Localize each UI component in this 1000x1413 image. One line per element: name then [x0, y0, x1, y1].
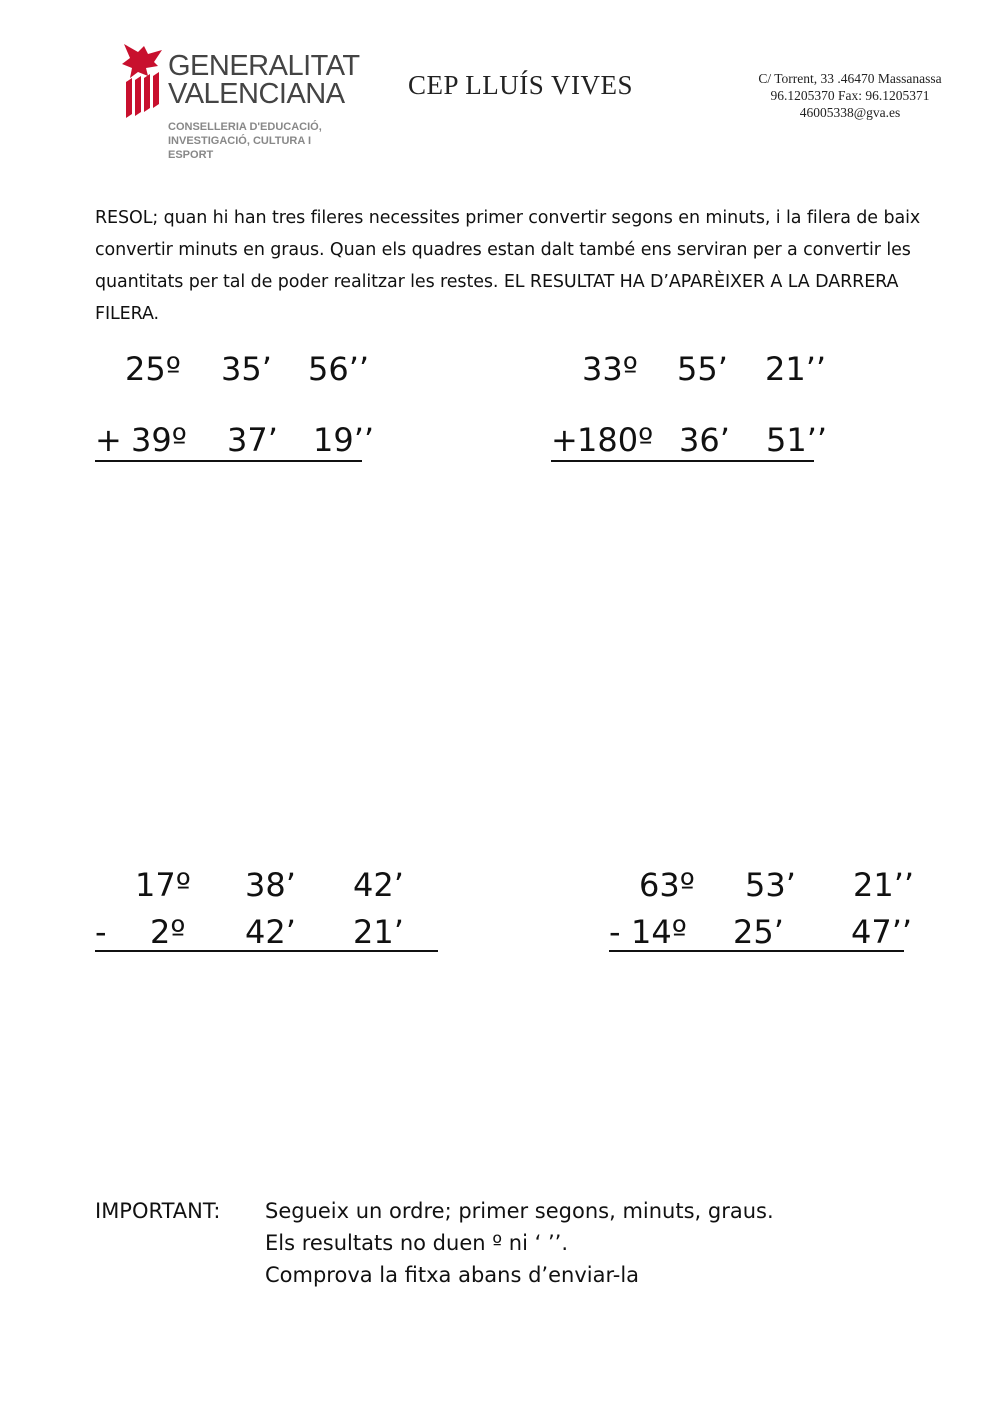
- important-label: IMPORTANT:: [95, 1199, 221, 1223]
- address-line-2: 96.1205370 Fax: 96.1205371: [770, 88, 930, 103]
- problem-1-bottom-seconds: 19’’: [313, 421, 375, 459]
- problem-3-underline: [95, 950, 438, 952]
- school-address: [730, 70, 970, 121]
- problem-3-bottom-degrees: 2º: [150, 913, 186, 951]
- problem-3-top-degrees: 17º: [135, 866, 191, 904]
- problem-2-bottom-minutes: 36’: [679, 421, 730, 459]
- problem-2-bottom-seconds: 51’’: [766, 421, 828, 459]
- problem-3-bottom-seconds: 21’: [353, 913, 404, 951]
- problem-1-underline: [95, 460, 362, 462]
- problem-4-bottom-seconds: 47’’: [851, 913, 913, 951]
- note-line-1: Segueix un ordre; primer segons, minuts, graus.: [265, 1199, 774, 1223]
- problem-4-underline: [609, 950, 904, 952]
- problem-3-bottom-minutes: 42’: [245, 913, 296, 951]
- problem-1-top-seconds: 56’’: [308, 350, 370, 388]
- problem-2-top-minutes: 55’: [677, 350, 728, 388]
- address-line-3: 46005338@gva.es: [799, 105, 901, 120]
- bat-emblem-icon: [118, 42, 166, 122]
- logo-line-2: VALENCIANA: [168, 78, 345, 110]
- problem-2-bottom-degrees: 180º: [577, 421, 654, 459]
- problem-4-bottom-minutes: 25’: [733, 913, 784, 951]
- problem-2-top-degrees: 33º: [582, 350, 638, 388]
- problem-1-top-minutes: 35’: [221, 350, 272, 388]
- note-line-3: Comprova la fitxa abans d’enviar-la: [265, 1263, 640, 1287]
- problem-1-operator: +: [95, 421, 122, 459]
- problem-3-operator: -: [95, 913, 107, 951]
- problem-3-top-minutes: 38’: [245, 866, 296, 904]
- problem-2-operator: +: [551, 421, 578, 459]
- problem-4-top-seconds: 21’’: [853, 866, 915, 904]
- generalitat-logo: [118, 42, 360, 161]
- problem-1-top-degrees: 25º: [125, 350, 181, 388]
- problem-2-top-seconds: 21’’: [765, 350, 827, 388]
- problem-4-bottom-degrees: 14º: [631, 913, 687, 951]
- school-name: CEP LLUÍS VIVES: [408, 70, 634, 100]
- address-line-1: C/ Torrent, 33 .46470 Massanassa: [758, 71, 942, 86]
- problem-4-operator: -: [609, 913, 621, 951]
- problem-1-bottom-degrees: 39º: [131, 421, 187, 459]
- logo-line-1: GENERALITAT: [168, 50, 360, 82]
- logo-subtitle-1: CONSELLERIA D'EDUCACIÓ,: [168, 121, 322, 133]
- note-line-2: Els resultats no duen º ni ‘ ’’.: [265, 1231, 568, 1255]
- instructions-text: RESOL; quan hi han tres fileres necessites primer convertir segons en minuts, i la filera de baix convertir minuts en graus. Quan els quadres estan dalt també ens serviran per a convertir les quantitats per tal de poder realitzar les restes. EL RESULTAT HA D’APARÈIXER A LA DARRERA FILERA.: [95, 208, 921, 324]
- logo-subtitle-2: INVESTIGACIÓ, CULTURA I ESPORT: [168, 135, 311, 161]
- problem-1-bottom-minutes: 37’: [227, 421, 278, 459]
- problem-3-top-seconds: 42’: [353, 866, 404, 904]
- problem-4-top-minutes: 53’: [745, 866, 796, 904]
- problem-4-top-degrees: 63º: [639, 866, 695, 904]
- problem-2-underline: [551, 460, 814, 462]
